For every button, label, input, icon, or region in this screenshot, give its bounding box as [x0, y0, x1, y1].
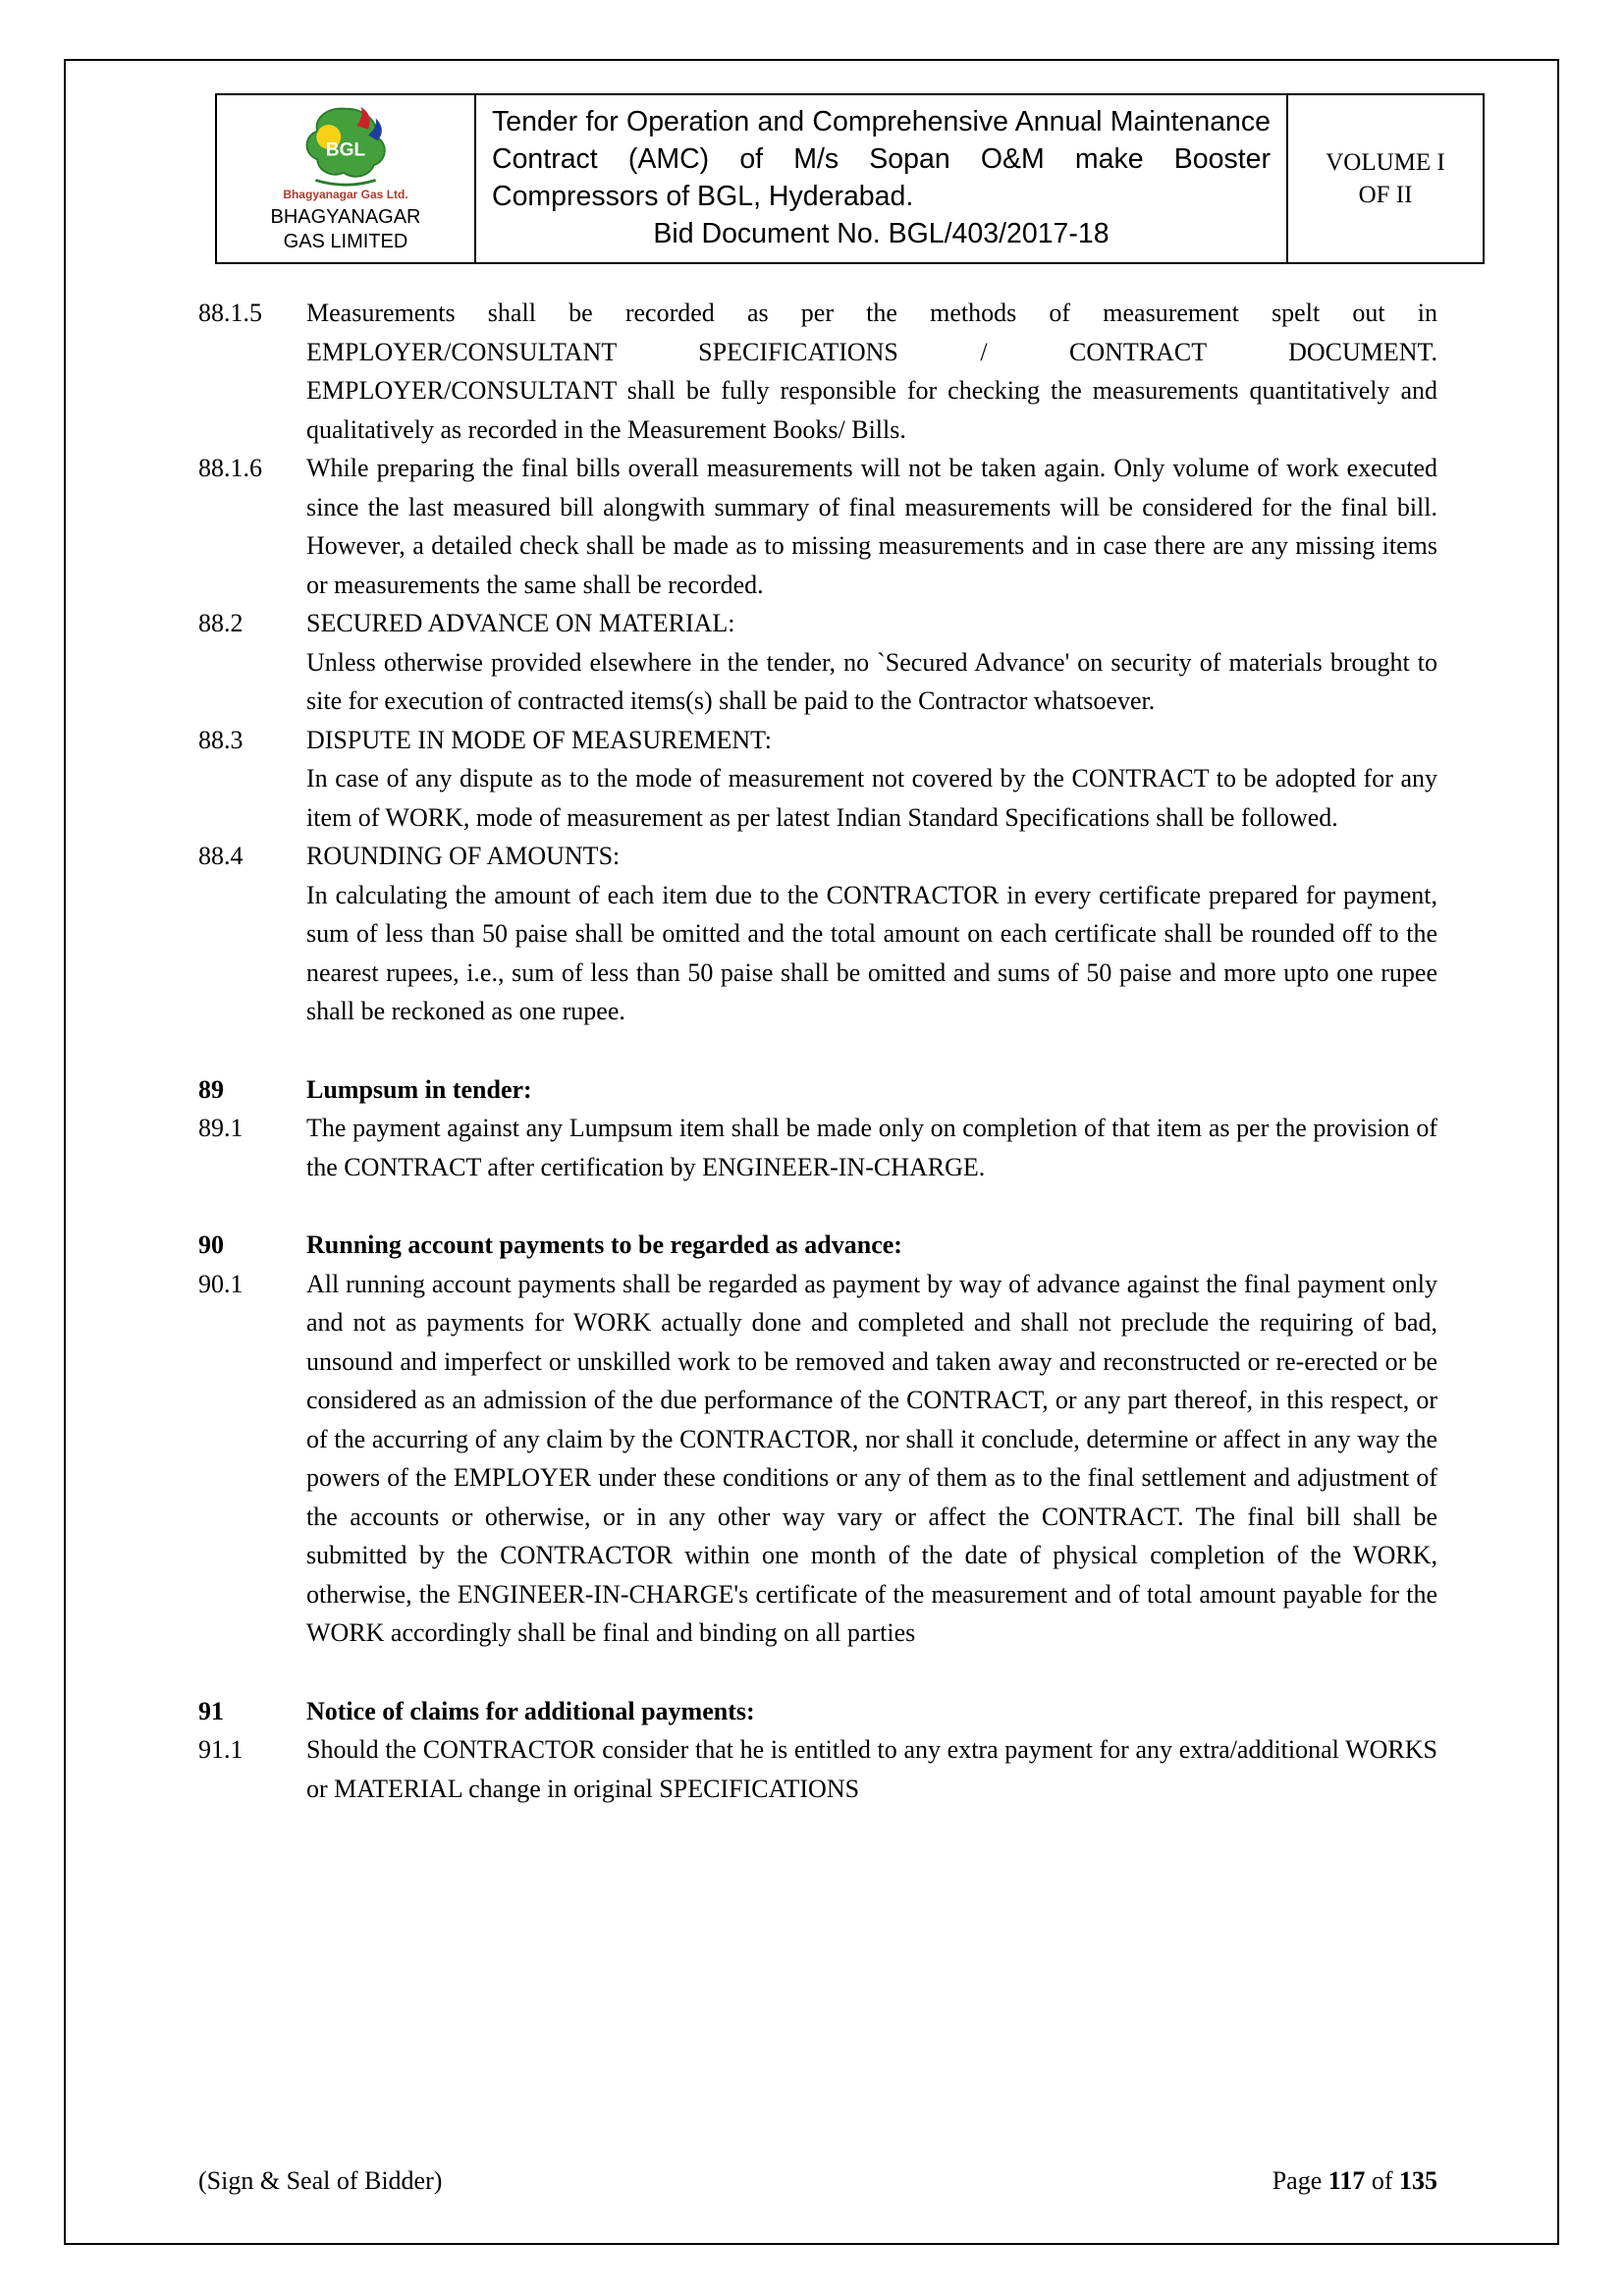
- volume-line2: OF II: [1358, 182, 1413, 208]
- clause-heading: SECURED ADVANCE ON MATERIAL:: [306, 609, 735, 637]
- clause-88.1.6: [198, 449, 1437, 604]
- clause-number: 90: [198, 1230, 224, 1259]
- clause-number: 88.1.5: [198, 299, 262, 327]
- clause-90.1: [198, 1265, 1437, 1653]
- clause-number: 88.2: [198, 609, 244, 637]
- clause-number: 89.1: [198, 1114, 244, 1142]
- clause-89.1: [198, 1109, 1437, 1186]
- bid-document-number: Bid Document No. BGL/403/2017-18: [653, 218, 1110, 249]
- clause-body: In calculating the amount of each item due to the CONTRACTOR in every certificate prepared for payment, sum of less than 50 paise shall be omitted and the total amount on each certificate shall be rounded off to the nearest rupees, i.e., sum of less than 50 paise shall be omitted and sums of 50 paise and more upto one rupee shall be reckoned as one rupee.: [306, 880, 1437, 1025]
- clause-body: The payment against any Lumpsum item shall be made only on completion of that item as per the provision of the CONTRACT after certification by ENGINEER-IN-CHARGE.: [306, 1114, 1437, 1181]
- clause-text: [306, 1070, 1437, 1110]
- clause-text: [306, 1265, 1437, 1653]
- org-name: BHAGYANAGAR GAS LIMITED: [270, 206, 421, 252]
- title-cell: [474, 95, 1286, 262]
- clause-text: [306, 1730, 1437, 1808]
- clause-body: In case of any dispute as to the mode of measurement not covered by the CONTRACT to be adopted for any item of WORK, mode of measurement as per latest Indian Standard Specifications shall be followed.: [306, 764, 1437, 832]
- clause-88.4: [198, 837, 1437, 1031]
- clause-body: All running account payments shall be regarded as payment by way of advance against the final payment only and not as payments for WORK actually done and completed and shall not preclude the requiring of bad, unsound and imperfect or unskilled work to be removed and taken away and reconstructed or re-erected or be considered as an admission of the due performance of the CONTRACT, or any part thereof, in this respect, or of the accurring of any claim by the CONTRACTOR, nor shall it conclude, determine or affect in any way the powers of the EMPLOYER under these conditions or any of them as to the final settlement and adjustment of the accounts or otherwise, or in any other way vary or affect the CONTRACT. The final bill shall be submitted by the CONTRACTOR within one month of the date of physical completion of the WORK, otherwise, the ENGINEER-IN-CHARGE's certificate of the measurement and of total amount payable for the WORK accordingly shall be final and binding on all parties: [306, 1269, 1437, 1647]
- logo-cell: [217, 95, 474, 262]
- clause-text: [306, 294, 1437, 449]
- document-footer: [198, 2166, 1437, 2196]
- clause-number: 91: [198, 1696, 224, 1725]
- clause-heading: ROUNDING OF AMOUNTS:: [306, 842, 621, 870]
- logo-acronym-text: BGL: [325, 139, 366, 161]
- clause-text: [306, 604, 1437, 721]
- clause-number: 88.4: [198, 842, 244, 870]
- clause-number: 88.1.6: [198, 454, 262, 482]
- clause-88.3: [198, 721, 1437, 838]
- clause-text: [306, 1109, 1437, 1186]
- clause-91.1: [198, 1730, 1437, 1808]
- clause-90: [198, 1226, 1437, 1265]
- clause-heading: Lumpsum in tender:: [306, 1074, 532, 1104]
- clause-heading: Running account payments to be regarded as advance:: [306, 1230, 902, 1259]
- page-indicator: [1272, 2166, 1437, 2196]
- page-current: 117: [1327, 2166, 1366, 2195]
- page-of-label: of: [1371, 2166, 1393, 2195]
- clause-body: Measurements shall be recorded as per the methods of measurement spelt out in EMPLOYER/CONSULTANT SPECIFICATIONS / CONTRACT DOCUMENT. EMPLOYER/CONSULTANT shall be fully responsible for checking the measurements quantitatively and qualitatively as recorded in the Measurement Books/ Bills.: [306, 299, 1437, 444]
- clause-number: 88.3: [198, 725, 244, 754]
- clause-text: [306, 449, 1437, 604]
- clause-text: [306, 721, 1437, 838]
- clause-body: While preparing the final bills overall measurements will not be taken again. Only volume of work executed since the last measured bill alongwith summary of final measurements will be considered for the final bill. However, a detailed check shall be made as to missing measurements and in case there are any missing items or measurements the same shall be recorded.: [306, 454, 1437, 599]
- clause-number: 90.1: [198, 1269, 244, 1298]
- sign-seal-note: (Sign & Seal of Bidder): [198, 2166, 443, 2195]
- clause-88.1.5: [198, 294, 1437, 449]
- bgl-logo-icon: [288, 103, 404, 190]
- logo-caption: Bhagyanagar Gas Ltd.: [283, 188, 408, 201]
- clause-text: [306, 1692, 1437, 1731]
- clause-88.2: [198, 604, 1437, 721]
- document-header: [215, 93, 1485, 264]
- clause-body: Should the CONTRACTOR consider that he is entitled to any extra payment for any extra/additional WORKS or MATERIAL change in original SPECIFICATIONS: [306, 1735, 1437, 1803]
- clause-89: [198, 1070, 1437, 1110]
- clause-spacer: [198, 1031, 1437, 1070]
- clause-91: [198, 1692, 1437, 1731]
- clause-spacer: [198, 1653, 1437, 1692]
- page-border: [64, 59, 1559, 2245]
- page-label: Page: [1272, 2166, 1323, 2195]
- page-total: 135: [1399, 2166, 1437, 2195]
- clause-heading: DISPUTE IN MODE OF MEASUREMENT:: [306, 725, 772, 754]
- tender-title: Tender for Operation and Comprehensive Annual Maintenance Contract (AMC) of M/s Sopan O&M make Booster Compressors of BGL, Hyderabad.: [492, 106, 1271, 212]
- volume-cell: [1286, 95, 1483, 262]
- clause-text: [306, 1226, 1437, 1265]
- clause-body: Unless otherwise provided elsewhere in the tender, no `Secured Advance' on security of materials brought to site for execution of contracted items(s) shall be paid to the Contractor whatsoever.: [306, 647, 1437, 715]
- clause-list: [198, 294, 1437, 1808]
- clause-heading: Notice of claims for additional payments:: [306, 1696, 755, 1725]
- clause-number: 89: [198, 1074, 224, 1104]
- clause-spacer: [198, 1186, 1437, 1226]
- clause-text: [306, 837, 1437, 1031]
- clause-number: 91.1: [198, 1735, 244, 1764]
- volume-line1: VOLUME I: [1326, 149, 1445, 176]
